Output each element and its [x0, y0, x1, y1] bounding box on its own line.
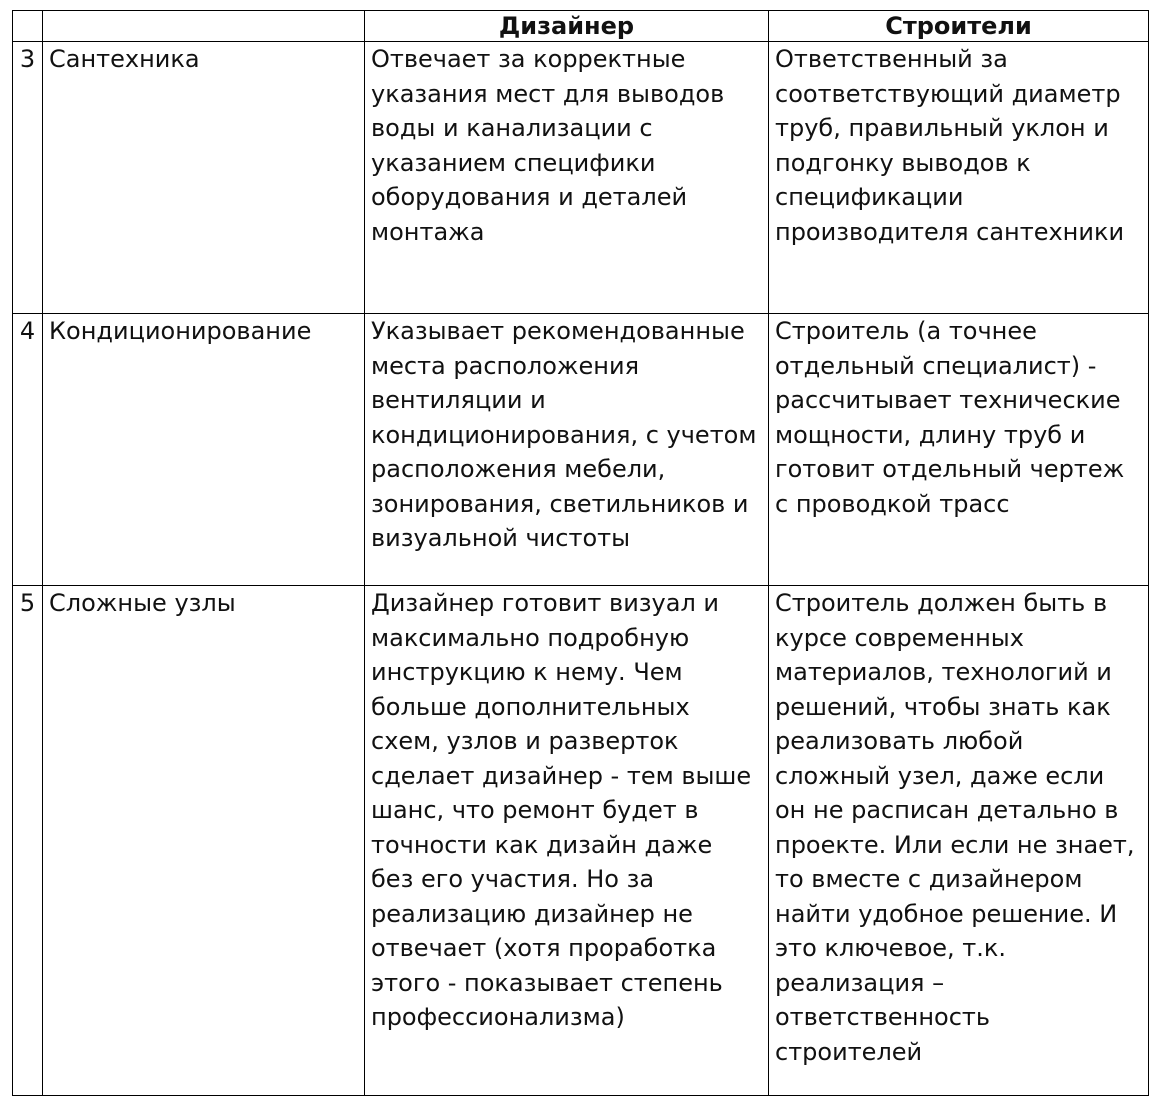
table-row [13, 314, 1149, 586]
header-designer: Дизайнер [365, 11, 769, 42]
row-item: Кондиционирование [43, 314, 365, 586]
row-designer: Отвечает за корректные указания мест для выводов воды и канализации с указанием специфики оборудования и деталей монтажа [365, 42, 769, 314]
table-header-row [13, 11, 1149, 42]
row-item: Сантехника [43, 42, 365, 314]
header-builders: Строители [769, 11, 1149, 42]
row-designer: Дизайнер готовит визуал и максимально подробную инструкцию к нему. Чем больше дополнительных схем, узлов и разверток сделает дизайнер - тем выше шанс, что ремонт будет в точности как дизайн даже без его участия. Но за реализацию дизайнер не отвечает (хотя проработка этого - показывает степень профессионализма) [365, 586, 769, 1096]
row-builders: Строитель (а точнее отдельный специалист) - рассчитывает технические мощности, длину труб и готовит отдельный чертеж с проводкой трасс [769, 314, 1149, 586]
row-number: 5 [13, 586, 43, 1096]
row-builders: Ответственный за соответствующий диаметр труб, правильный уклон и подгонку выводов к спецификации производителя сантехники [769, 42, 1149, 314]
table-row [13, 42, 1149, 314]
row-number: 3 [13, 42, 43, 314]
table-row [13, 586, 1149, 1096]
row-designer: Указывает рекомендованные места расположения вентиляции и кондиционирования, с учетом расположения мебели, зонирования, светильников и визуальной чистоты [365, 314, 769, 586]
header-number [13, 11, 43, 42]
row-builders: Строитель должен быть в курсе современных материалов, технологий и решений, чтобы знать как реализовать любой сложный узел, даже если он не расписан детально в проекте. Или если не знает, то вместе с дизайнером найти удобное решение. И это ключевое, т.к. реализация – ответственность строителей [769, 586, 1149, 1096]
header-item [43, 11, 365, 42]
row-item: Сложные узлы [43, 586, 365, 1096]
row-number: 4 [13, 314, 43, 586]
responsibility-table [12, 10, 1149, 1096]
